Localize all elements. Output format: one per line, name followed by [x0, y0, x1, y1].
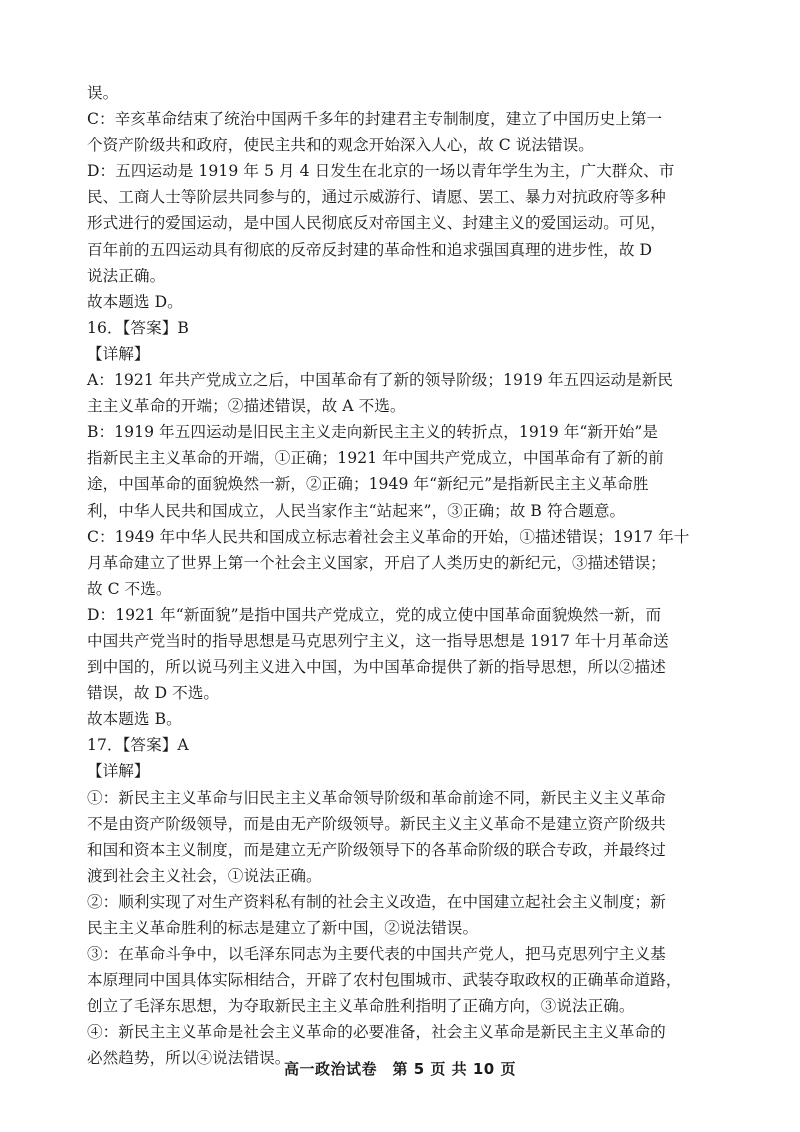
- text-line-35: 本原理同中国具体实际相结合，开辟了农村包围城市、武装夺取政权的正确革命道路，: [87, 971, 682, 990]
- text-line-22: 中国共产党当时的指导思想是马克思列宁主义，这一指导思想是 1917 年十月革命送: [87, 631, 669, 650]
- document-body: [87, 80, 727, 1072]
- page-footer: 高一政治试卷 第 5 页 共 10 页: [284, 1060, 516, 1078]
- text-line-16: 途，中国革命的面貌焕然一新，②正确；1949 年“新纪元”是指新民主主义革命胜: [87, 475, 649, 494]
- question-16-explanation-heading: 【详解】: [87, 344, 150, 363]
- text-line-3: 个资产阶级共和政府，使民主共和的观念开始深入人心，故 C 说法错误。: [87, 136, 594, 155]
- text-line-8: 说法正确。: [87, 266, 166, 285]
- text-line-2: C：辛亥革命结束了统治中国两千多年的封建君主专制制度，建立了中国历史上第一: [87, 110, 663, 129]
- text-line-25: 故本题选 B。: [87, 710, 182, 729]
- text-line-30: 和国和资本主义制度，而是建立无产阶级领导下的各革命阶级的联合专政，并最终过: [87, 840, 666, 859]
- text-line-33: 民主主义革命胜利的标志是建立了新中国，②说法错误。: [87, 919, 479, 937]
- question-17-explanation-heading: 【详解】: [87, 762, 150, 781]
- text-line-31: 渡到社会主义社会，①说法正确。: [87, 866, 322, 885]
- text-line-23: 到中国的，所以说马列主义进入中国，为中国革命提供了新的指导思想，所以②描述: [87, 658, 666, 677]
- text-line-21: D：1921 年“新面貌”是指中国共产党成立，党的成立使中国革命面貌焕然一新，而: [87, 605, 662, 624]
- text-line-12: A：1921 年共产党成立之后，中国革命有了新的领导阶级；1919 年五四运动是新民: [87, 371, 674, 390]
- text-line-1: 误。: [87, 84, 119, 102]
- text-line-19: 月革命建立了世界上第一个社会主义国家，开启了人类历史的新纪元，③描述错误；: [87, 553, 666, 572]
- text-line-5: 民、工商人士等阶层共同参与的，通过示威游行、请愿、罢工、暴力对抗政府等多种: [87, 188, 666, 207]
- text-line-9: 故本题选 D。: [87, 292, 183, 311]
- text-line-14: B：1919 年五四运动是旧民主主义走向新民主主义的转折点，1919 年“新开始”是: [87, 423, 659, 442]
- text-line-36: 创立了毛泽东思想，为夺取新民主主义革命胜利指明了正确方向，③说法正确。: [87, 997, 635, 1016]
- text-line-32: ②：顺利实现了对生产资料私有制的社会主义改造，在中国建立起社会主义制度；新: [87, 892, 666, 911]
- text-line-20: 故 C 不选。: [87, 579, 172, 598]
- text-line-15: 指新民主主义革命的开端，①正确；1921 年中国共产党成立，中国革命有了新的前: [87, 449, 664, 468]
- text-line-4: D：五四运动是 1919 年 5 月 4 日发生在北京的一场以青年学生为主，广大群众、市: [87, 162, 675, 181]
- text-line-34: ③：在革命斗争中，以毛泽东同志为主要代表的中国共产党人，把马克思列宁主义基: [87, 945, 666, 964]
- text-line-18: C：1949 年中华人民共和国成立标志着社会主义革命的开始，①描述错误；1917 年十: [87, 527, 690, 546]
- text-line-7: 百年前的五四运动具有彻底的反帝反封建的革命性和追求强国真理的进步性，故 D: [87, 240, 653, 259]
- text-line-29: 不是由资产阶级领导，而是由无产阶级领导。新民主义主义革命不是建立资产阶级共: [87, 814, 666, 833]
- text-line-38: 必然趋势，所以④说法错误。: [87, 1049, 291, 1068]
- question-17-answer: 17．【答案】A: [87, 736, 189, 755]
- text-line-17: 利，中华人民共和国成立，人民当家作主“站起来”，③正确；故 B 符合题意。: [87, 501, 626, 520]
- text-line-13: 主主义革命的开端；②描述错误，故 A 不选。: [87, 397, 406, 416]
- question-16-answer: 16．【答案】B: [87, 318, 189, 337]
- text-line-24: 错误，故 D 不选。: [87, 684, 220, 703]
- text-line-37: ④：新民主主义革命是社会主义革命的必要准备，社会主义革命是新民主主义革命的: [87, 1023, 666, 1042]
- text-line-6: 形式进行的爱国运动，是中国人民彻底反对帝国主义、封建主义的爱国运动。可见，: [87, 214, 666, 233]
- text-line-28: ①：新民主主义革命与旧民主主义革命领导阶级和革命前途不同，新民主义主义革命: [87, 788, 666, 807]
